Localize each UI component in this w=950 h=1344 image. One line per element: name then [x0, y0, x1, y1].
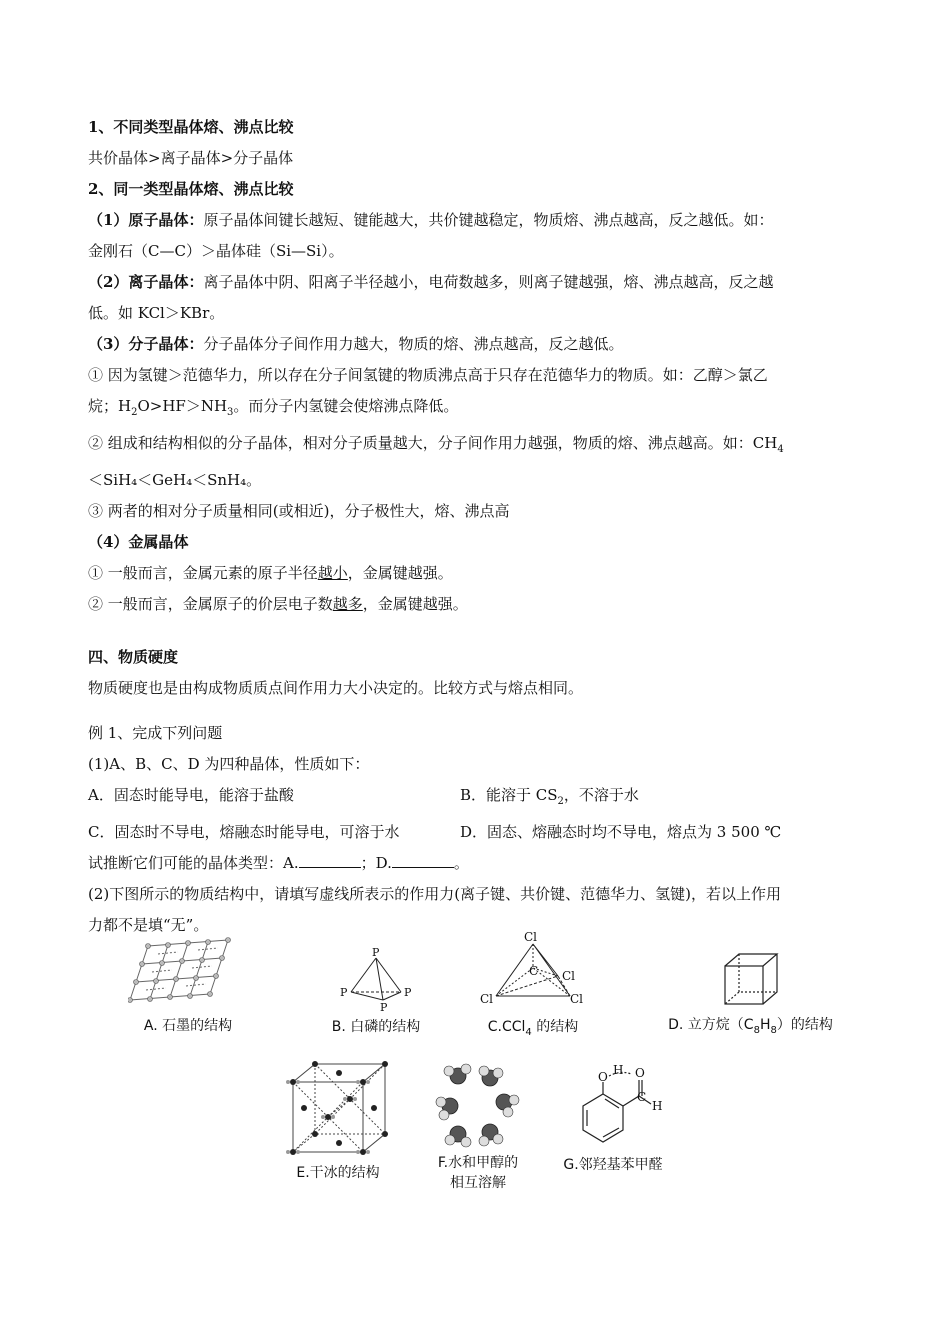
caption-e: E.干冰的结构 [296, 1165, 380, 1181]
option-d: D．固态、熔融态时均不导电，熔点为 3 500 ℃ [460, 823, 782, 841]
dry-ice-lattice-icon [283, 1058, 393, 1158]
caption-d [653, 1016, 848, 1040]
ccl4-tetrahedron-icon [478, 928, 588, 1012]
subscript: 8 [753, 1024, 760, 1036]
question-2-line-a: (2)下图所示的物质结构中，请填写虚线所表示的作用力(离子键、共价键、范德华力、氢键)，若以上作用 [88, 885, 781, 903]
atomic-crystal-label: （1）原子晶体： [88, 211, 204, 229]
subscript: 3 [227, 407, 234, 418]
atomic-crystal-example: 金刚石（C—C）＞晶体硅（Si—Si）。 [88, 242, 344, 260]
figure-graphite [118, 936, 258, 1035]
caption-c-text: 的结构 [531, 1019, 579, 1035]
subscript: 4 [525, 1026, 532, 1038]
options-row-2 [88, 817, 868, 848]
point-1-text: 烷；H [88, 397, 132, 415]
example-title: 例 1、完成下列问题 [88, 724, 223, 742]
figure-white-phosphorus [316, 946, 436, 1036]
subscript: 8 [770, 1024, 777, 1036]
ionic-crystal-example: 低。如 KCl＞KBr。 [88, 304, 225, 322]
heading-2: 2、同一类型晶体熔、沸点比较 [88, 180, 294, 198]
atom-label: Cl [480, 992, 494, 1006]
molecular-crystal-para [88, 329, 868, 360]
structure-figures [88, 928, 868, 1208]
option-b [460, 780, 639, 817]
option-b-text: B．能溶于 CS [460, 786, 558, 804]
caption-c-text: C.CCl [487, 1019, 526, 1035]
benzene-ring-icon [563, 1064, 663, 1150]
question-1: (1)A、B、C、D 为四种晶体，性质如下： [88, 755, 370, 773]
hardness-text: 物质硬度也是由构成物质质点间作用力大小决定的。比较方式与熔点相同。 [88, 679, 584, 697]
infer-text: 试推断它们可能的晶体类型：A. [88, 854, 299, 872]
atom-label: P [372, 946, 380, 959]
point-2-text: ② 组成和结构相似的分子晶体，相对分子质量越大，分子间作用力越强，物质的熔、沸点越高。如：CH [88, 434, 778, 452]
graphite-icon [128, 936, 248, 1011]
atom-label: P [340, 986, 348, 999]
atom-label: H [613, 1064, 624, 1077]
options-row-1 [88, 780, 868, 817]
molecular-crystal-text: 分子晶体分子间作用力越大，物质的熔、沸点越高，反之越低。 [203, 335, 624, 353]
point-1-text: O>HF＞NH [137, 397, 228, 415]
option-a: A．固态时能导电，能溶于盐酸 [88, 786, 294, 804]
caption-d-text: ）的结构 [776, 1017, 833, 1033]
ionic-crystal-text: 离子晶体中阴、阳离子半径越小，电荷数越多，则离子键越强，熔、沸点越高，反之越 [203, 273, 774, 291]
cube-icon [721, 950, 781, 1010]
infer-text: ；D. [360, 854, 392, 872]
caption-d-text: H [759, 1017, 771, 1033]
subscript: 2 [131, 407, 138, 418]
phosphorus-tetrahedron-icon [331, 946, 421, 1012]
metal-text: ② 一般而言，金属原子的价层电子数 [88, 595, 333, 613]
caption-a: A. 石墨的结构 [143, 1018, 233, 1034]
question-2-line-b: 力都不是填“无”。 [88, 916, 209, 934]
document-body [88, 112, 868, 941]
atom-label: P [380, 1001, 388, 1012]
point-2-line-a [88, 428, 868, 465]
atom-label: H [652, 1099, 663, 1113]
metal-point-1 [88, 558, 868, 589]
point-1-text: 。而分子内氢键会使熔沸点降低。 [233, 397, 459, 415]
point-1-line-a: ① 因为氢键＞范德华力，所以存在分子间氢键的物质沸点高于只存在范德华力的物质。如：乙醇＞氯乙 [88, 366, 768, 384]
infer-line [88, 848, 868, 879]
heading-1: 1、不同类型晶体熔、沸点比较 [88, 118, 294, 136]
caption-f-line-2: 相互溶解 [450, 1175, 506, 1191]
infer-text: 。 [453, 854, 469, 872]
ionic-crystal-label: （2）离子晶体： [88, 273, 204, 291]
underlined-text: 越多 [332, 595, 363, 613]
ionic-crystal-para [88, 267, 868, 298]
metal-point-2 [88, 589, 868, 620]
atomic-crystal-text: 原子晶体间键长越短、键能越大，共价键越稳定，物质熔、沸点越高，反之越低。如： [203, 211, 774, 229]
blank-a[interactable] [299, 855, 361, 868]
metal-text: ，金属键越强。 [362, 595, 468, 613]
atomic-crystal-para [88, 205, 868, 236]
point-2-line-b: ＜SiH₄＜GeH₄＜SnH₄。 [88, 471, 262, 489]
metal-text: ① 一般而言，金属元素的原子半径 [88, 564, 318, 582]
metal-text: ，金属键越强。 [347, 564, 453, 582]
option-b-text: ，不溶于水 [563, 786, 639, 804]
atom-label: P [404, 986, 412, 999]
atom-label: C [529, 964, 539, 978]
metal-crystal-label: （4）金属晶体 [88, 533, 189, 551]
atom-label: Cl [562, 969, 576, 983]
heading-4: 四、物质硬度 [88, 648, 179, 666]
subscript: 2 [557, 796, 564, 807]
blank-d[interactable] [392, 855, 454, 868]
point-1-line-b [88, 391, 868, 428]
heading-1-text: 共价晶体>离子晶体>分子晶体 [88, 149, 294, 167]
caption-d-text: D. 立方烷（C [668, 1017, 754, 1033]
caption-f-line-1: F.水和甲醇的 [437, 1155, 519, 1171]
figure-salicylaldehyde [548, 1064, 678, 1174]
caption-g: G.邻羟基苯甲醛 [563, 1157, 663, 1173]
atom-label: Cl [570, 992, 584, 1006]
figure-water-methanol [418, 1062, 538, 1192]
point-3: ③ 两者的相对分子质量相同(或相近)，分子极性大，熔、沸点高 [88, 502, 510, 520]
figure-cubane [653, 950, 848, 1040]
atom-label: O [635, 1066, 645, 1080]
atom-label: Cl [524, 930, 538, 944]
molecular-crystal-label: （3）分子晶体： [88, 335, 204, 353]
option-c: C．固态时不导电，熔融态时能导电，可溶于水 [88, 823, 400, 841]
subscript: 4 [777, 444, 784, 455]
caption-b: B. 白磷的结构 [331, 1019, 421, 1035]
atom-label: C [637, 1090, 647, 1104]
figure-ccl4 [468, 928, 598, 1042]
underlined-text: 越小 [317, 564, 348, 582]
caption-c [468, 1018, 598, 1042]
atom-label: O [598, 1070, 608, 1084]
molecule-cluster-icon [428, 1062, 528, 1148]
figure-dry-ice [278, 1058, 398, 1182]
